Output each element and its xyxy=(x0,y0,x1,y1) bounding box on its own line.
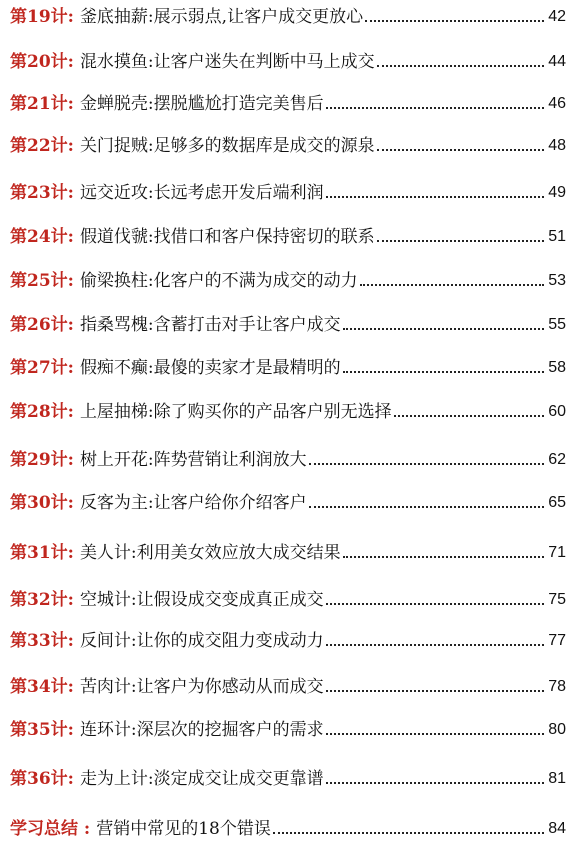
toc-page-number: 60 xyxy=(548,403,566,420)
toc-page-number: 62 xyxy=(548,451,566,468)
dotted-leader xyxy=(377,149,545,151)
toc-number: 第28计: xyxy=(10,402,74,422)
toc-number: 第36计: xyxy=(10,769,74,789)
toc-number: 第21计: xyxy=(10,94,74,114)
toc-page-number: 75 xyxy=(548,591,566,608)
toc-number: 第34计: xyxy=(10,677,74,697)
toc-title: 假痴不癫:最傻的卖家才是最精明的 xyxy=(79,358,341,378)
toc-row-21[interactable] xyxy=(10,89,566,115)
toc-number: 第27计: xyxy=(10,358,74,378)
toc-row-24[interactable] xyxy=(10,222,566,248)
toc-row-34[interactable] xyxy=(10,672,566,698)
toc-number: 学习总结 : xyxy=(10,819,91,839)
toc-page-number: 53 xyxy=(548,272,566,289)
toc-title: 上屋抽梯:除了购买你的产品客户别无选择 xyxy=(79,402,392,422)
dotted-leader xyxy=(377,240,545,242)
toc-row-31[interactable] xyxy=(10,538,566,564)
toc-row-29[interactable] xyxy=(10,445,566,471)
toc-title: 营销中常见的18个错误 xyxy=(96,819,271,839)
toc-number: 第35计: xyxy=(10,720,74,740)
dotted-leader xyxy=(326,644,545,646)
toc-title: 走为上计:淡定成交让成交更靠谱 xyxy=(79,769,324,789)
toc-title: 金蝉脱壳:摆脱尴尬打造完美售后 xyxy=(79,94,324,114)
toc-row-30[interactable] xyxy=(10,488,566,514)
toc-page-number: 65 xyxy=(548,494,566,511)
toc-number: 第32计: xyxy=(10,590,74,610)
dotted-leader xyxy=(326,603,545,605)
toc-row-19[interactable] xyxy=(10,2,566,28)
toc-title: 美人计:利用美女效应放大成交结果 xyxy=(79,543,341,563)
toc-number: 第31计: xyxy=(10,543,74,563)
toc-row-summary[interactable] xyxy=(10,814,566,840)
toc-page-number: 80 xyxy=(548,721,566,738)
toc-row-36[interactable] xyxy=(10,764,566,790)
dotted-leader xyxy=(343,556,545,558)
toc-page-number: 81 xyxy=(548,770,566,787)
toc-page-number: 51 xyxy=(548,228,566,245)
toc-page-number: 84 xyxy=(548,820,566,837)
toc-page-number: 55 xyxy=(548,316,566,333)
toc-title: 远交近攻:长远考虑开发后端利润 xyxy=(79,183,324,203)
toc-row-23[interactable] xyxy=(10,178,566,204)
toc-title: 假道伐虢:找借口和客户保持密切的联系 xyxy=(79,227,375,247)
toc-row-28[interactable] xyxy=(10,397,566,423)
toc-row-32[interactable] xyxy=(10,585,566,611)
toc-title: 空城计:让假设成交变成真正成交 xyxy=(79,590,324,610)
toc-row-33[interactable] xyxy=(10,626,566,652)
dotted-leader xyxy=(326,690,545,692)
dotted-leader xyxy=(326,733,545,735)
dotted-leader xyxy=(394,415,545,417)
dotted-leader xyxy=(326,782,545,784)
toc-page-number: 58 xyxy=(548,359,566,376)
toc-number: 第25计: xyxy=(10,271,74,291)
toc-page-number: 48 xyxy=(548,137,566,154)
dotted-leader xyxy=(377,65,545,67)
dotted-leader xyxy=(343,371,545,373)
toc-page-number: 49 xyxy=(548,184,566,201)
toc-title: 反客为主:让客户给你介绍客户 xyxy=(79,493,307,513)
toc-page-number: 77 xyxy=(548,632,566,649)
dotted-leader xyxy=(309,463,545,465)
toc-number: 第23计: xyxy=(10,183,74,203)
toc-title: 反间计:让你的成交阻力变成动力 xyxy=(79,631,324,651)
toc-page-number: 44 xyxy=(548,53,566,70)
toc-page-number: 78 xyxy=(548,678,566,695)
dotted-leader xyxy=(309,506,545,508)
toc-page-number: 46 xyxy=(548,95,566,112)
toc-row-27[interactable] xyxy=(10,353,566,379)
toc-number: 第33计: xyxy=(10,631,74,651)
toc-row-20[interactable] xyxy=(10,47,566,73)
toc-title: 连环计:深层次的挖掘客户的需求 xyxy=(79,720,324,740)
dotted-leader xyxy=(365,20,544,22)
toc-number: 第24计: xyxy=(10,227,74,247)
dotted-leader xyxy=(326,196,545,198)
toc-title: 关门捉贼:足够多的数据库是成交的源泉 xyxy=(79,136,375,156)
dotted-leader xyxy=(273,832,544,834)
toc-row-25[interactable] xyxy=(10,266,566,292)
toc-title: 偷梁换柱:化客户的不满为成交的动力 xyxy=(79,271,358,291)
toc-number: 第29计: xyxy=(10,450,74,470)
dotted-leader xyxy=(343,328,545,330)
toc-title: 混水摸鱼:让客户迷失在判断中马上成交 xyxy=(79,52,375,72)
toc-row-35[interactable] xyxy=(10,715,566,741)
toc-number: 第22计: xyxy=(10,136,74,156)
toc-title: 指桑骂槐:含蓄打击对手让客户成交 xyxy=(79,315,341,335)
toc-title: 树上开花:阵势营销让利润放大 xyxy=(79,450,307,470)
toc-title: 釜底抽薪:展示弱点,让客户成交更放心 xyxy=(79,7,364,27)
dotted-leader xyxy=(326,107,545,109)
toc-page-number: 42 xyxy=(548,8,566,25)
toc-number: 第20计: xyxy=(10,52,74,72)
dotted-leader xyxy=(360,284,545,286)
toc-title: 苦肉计:让客户为你感动从而成交 xyxy=(79,677,324,697)
toc-row-26[interactable] xyxy=(10,310,566,336)
toc-row-22[interactable] xyxy=(10,131,566,157)
toc-number: 第26计: xyxy=(10,315,74,335)
toc-number: 第30计: xyxy=(10,493,74,513)
toc-page-number: 71 xyxy=(548,544,566,561)
toc-number: 第19计: xyxy=(10,7,74,27)
